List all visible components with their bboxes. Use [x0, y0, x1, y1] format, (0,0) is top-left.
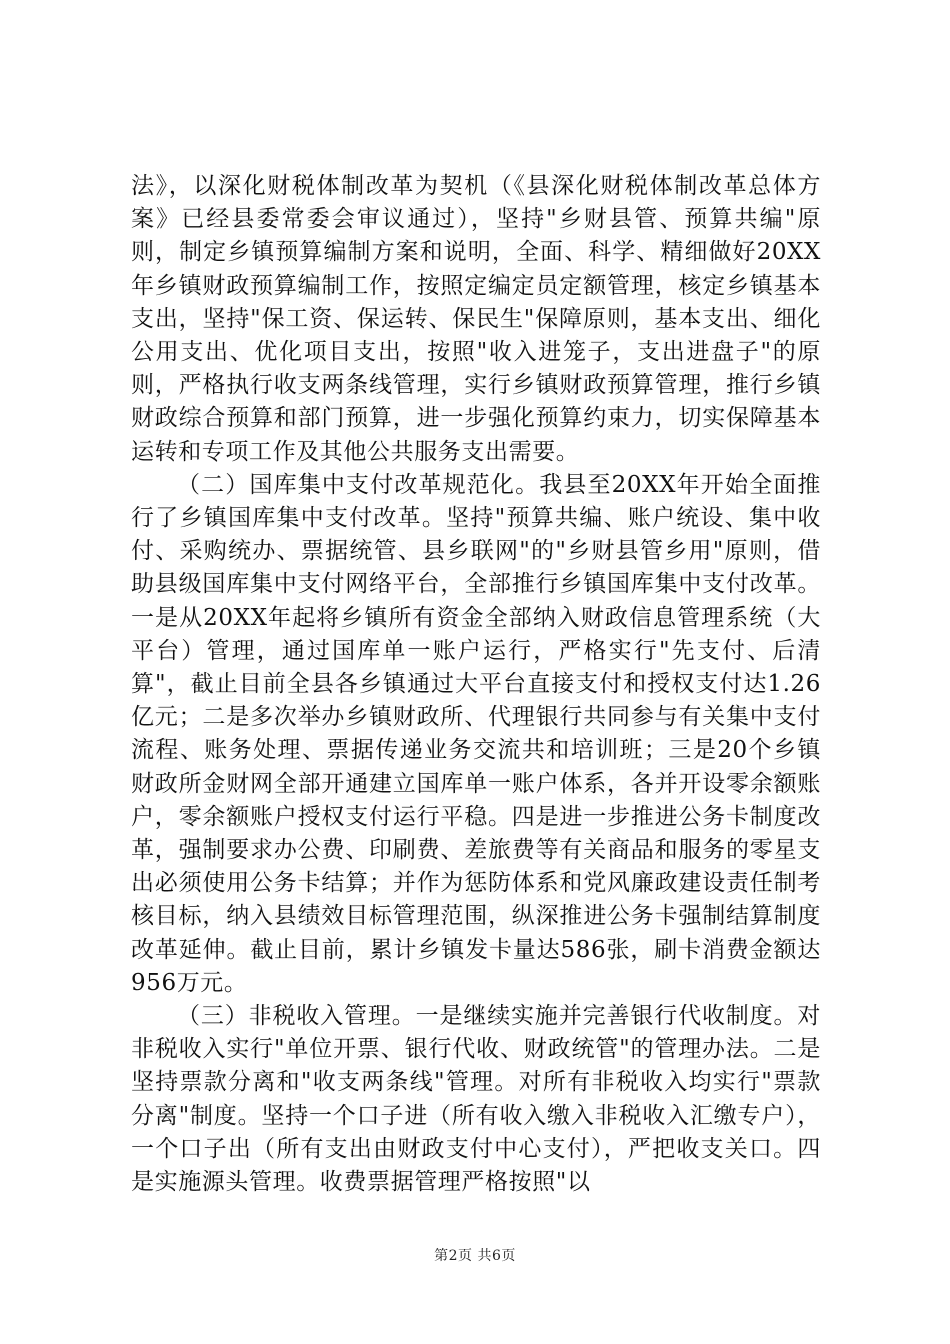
document-body — [131, 170, 821, 1199]
paragraph-budget-continuation: 法》，以深化财税体制改革为契机（《县深化财税体制改革总体方案》已经县委常委会审议通过），坚持"乡财县管、预算共编"原则，制定乡镇预算编制方案和说明，全面、科学、精细做好20XX年乡镇财政预算编制工作，按照定编定员定额管理，核定乡镇基本支出，坚持"保工资、保运转、保民生"保障原则，基本支出、细化公用支出、优化项目支出，按照"收入进笼子，支出进盘子"的原则，严格执行收支两条线管理，实行乡镇财政预算管理，推行乡镇财政综合预算和部门预算，进一步强化预算约束力，切实保障基本运转和专项工作及其他公共服务支出需要。 — [131, 173, 821, 465]
page-footer: 第2页 共6页 — [434, 1248, 516, 1264]
paragraph-treasury-payment: （二）国库集中支付改革规范化。我县至20XX年开始全面推行了乡镇国库集中支付改革。坚持"预算共编、账户统设、集中收付、采购统办、票据统管、县乡联网"的"乡财县管乡用"原则，借助县级国库集中支付网络平台，全部推行乡镇国库集中支付改革。一是从20XX年起将乡镇所有资金全部纳入财政信息管理系统（大平台）管理，通过国库单一账户运行，严格实行"先支付、后清算"，截止目前全县各乡镇通过大平台直接支付和授权支付达1.26亿元；二是多次举办乡镇财政所、代理银行共同参与有关集中支付流程、账务处理、票据传递业务交流共和培训班；三是20个乡镇财政所金财网全部开通建立国库单一账户体系，各并开设零余额账户，零余额账户授权支付运行平稳。四是进一步推进公务卡制度改革，强制要求办公费、印刷费、差旅费等有关商品和服务的零星支出必须使用公务卡结算；并作为惩防体系和党风廉政建设责任制考核目标，纳入县绩效目标管理范围，纵深推进公务卡强制结算制度改革延伸。截止目前，累计乡镇发卡量达586张，刷卡消费金额达956万元。 — [131, 471, 821, 996]
paragraph-non-tax-revenue: （三）非税收入管理。一是继续实施并完善银行代收制度。对非税收入实行"单位开票、银行代收、财政统管"的管理办法。二是坚持票款分离和"收支两条线"管理。对所有非税收入均实行"票款分离"制度。坚持一个口子进（所有收入缴入非税收入汇缴专户），一个口子出（所有支出由财政支付中心支付），严把收支关口。四是实施源头管理。收费票据管理严格按照"以 — [131, 1003, 821, 1196]
